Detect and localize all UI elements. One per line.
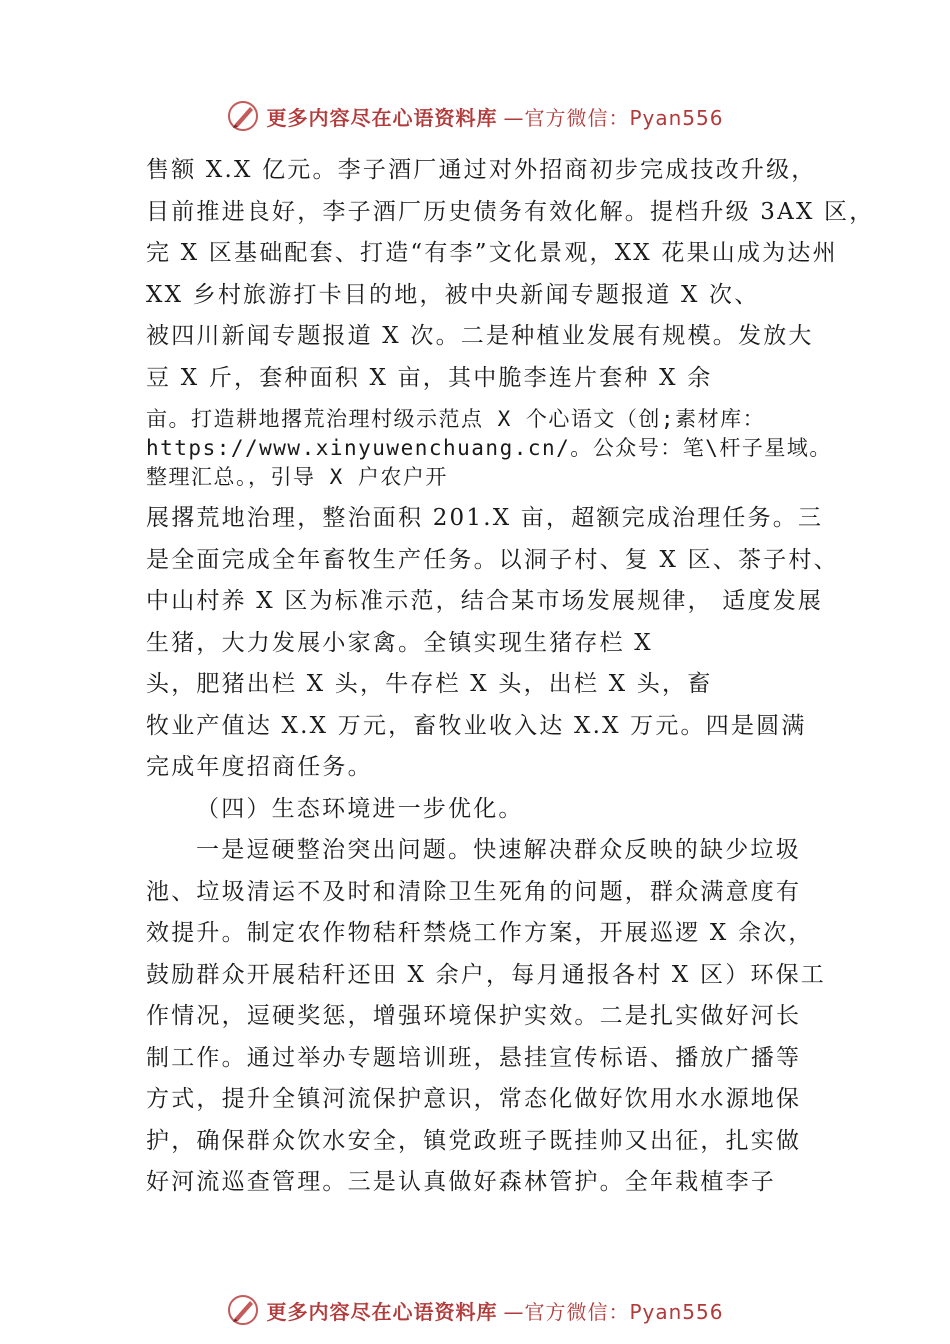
body-line: 展撂荒地治理，整治面积 201.X 亩，超额完成治理任务。三 [146, 505, 824, 531]
body-line: 制工作。通过举办专题培训班，悬挂宣传标语、播放广播等 [146, 1044, 802, 1071]
body-line: 亩。打造耕地撂荒治理村级示范点 X 个心语文（创;素材库： [146, 407, 766, 431]
body-line: 完 X 区基础配套、打造“有李”文化景观，XX 花果山成为达州 [146, 240, 838, 266]
body-line: 效提升。制定农作物秸秆禁烧工作方案，开展巡逻 X 余次， [146, 920, 814, 946]
body-line: 方式，提升全镇河流保护意识，常态化做好饮用水水源地保 [146, 1086, 802, 1112]
pen-logo-icon [226, 99, 260, 133]
body-line: 牧业产值达 X.X 万元，畜牧业收入达 X.X 万元。四是圆满 [146, 712, 807, 739]
header-banner-sub: —官方微信：Pyan556 [503, 105, 724, 130]
footer-banner-main: 更多内容尽在心语资料库 [266, 1299, 498, 1324]
body-line: 是全面完成全年畜牧生产任务。以洞子村、复 X 区、茶子村、 [146, 546, 839, 573]
paragraph-start: 一是逗硬整治突出问题。快速解决群众反映的缺少垃圾 [196, 837, 801, 863]
body-line: 售额 X.X 亿元。李子酒厂通过对外招商初步完成技改升级， [146, 157, 817, 183]
body-line: 头，肥猪出栏 X 头，牛存栏 X 头，出栏 X 头，畜 [146, 671, 713, 697]
body-line: 池、垃圾清运不及时和清除卫生死角的问题，群众满意度有 [146, 878, 802, 905]
header-banner [0, 96, 950, 136]
body-line: 鼓励群众开展秸秆还田 X 余户，每月通报各村 X 区）环保工 [146, 961, 826, 988]
body-line: 好河流巡查管理。三是认真做好森林管护。全年栽植李子 [146, 1169, 776, 1195]
body-line: 生猪，大力发展小家禽。全镇实现生猪存栏 X [146, 629, 653, 656]
document-body [146, 150, 875, 1204]
url-line: https://www.xinyuwenchuang.cn/。公众号：笔\杆子星域。 [146, 436, 832, 460]
body-line: 整理汇总。，引导 X 户农户开 [146, 465, 448, 489]
footer-banner [0, 1290, 950, 1330]
body-line: 作情况，逗硬奖惩，增强环境保护实效。二是扎实做好河长 [146, 1003, 802, 1029]
body-line: 豆 X 斤，套种面积 X 亩，其中脆李连片套种 X 余 [146, 364, 713, 391]
footer-banner-sub: —官方微信：Pyan556 [503, 1299, 724, 1324]
body-line: 被四川新闻专题报道 X 次。二是种植业发展有规模。发放大 [146, 323, 814, 349]
header-banner-main: 更多内容尽在心语资料库 [266, 105, 498, 130]
body-line: 完成年度招商任务。 [146, 754, 373, 780]
pen-logo-icon [226, 1293, 260, 1327]
body-line: 中山村养 X 区为标准示范，结合某市场发展规律， 适度发展 [146, 588, 824, 614]
body-line: 护，确保群众饮水安全，镇党政班子既挂帅又出征，扎实做 [146, 1127, 802, 1154]
body-line: 目前推进良好，李子酒厂历史债务有效化解。提档升级 3AX 区， [146, 198, 875, 225]
body-line: XX 乡村旅游打卡目的地，被中央新闻专题报道 X 次、 [146, 281, 760, 308]
section-heading: （四）生态环境进一步优化。 [196, 795, 524, 822]
